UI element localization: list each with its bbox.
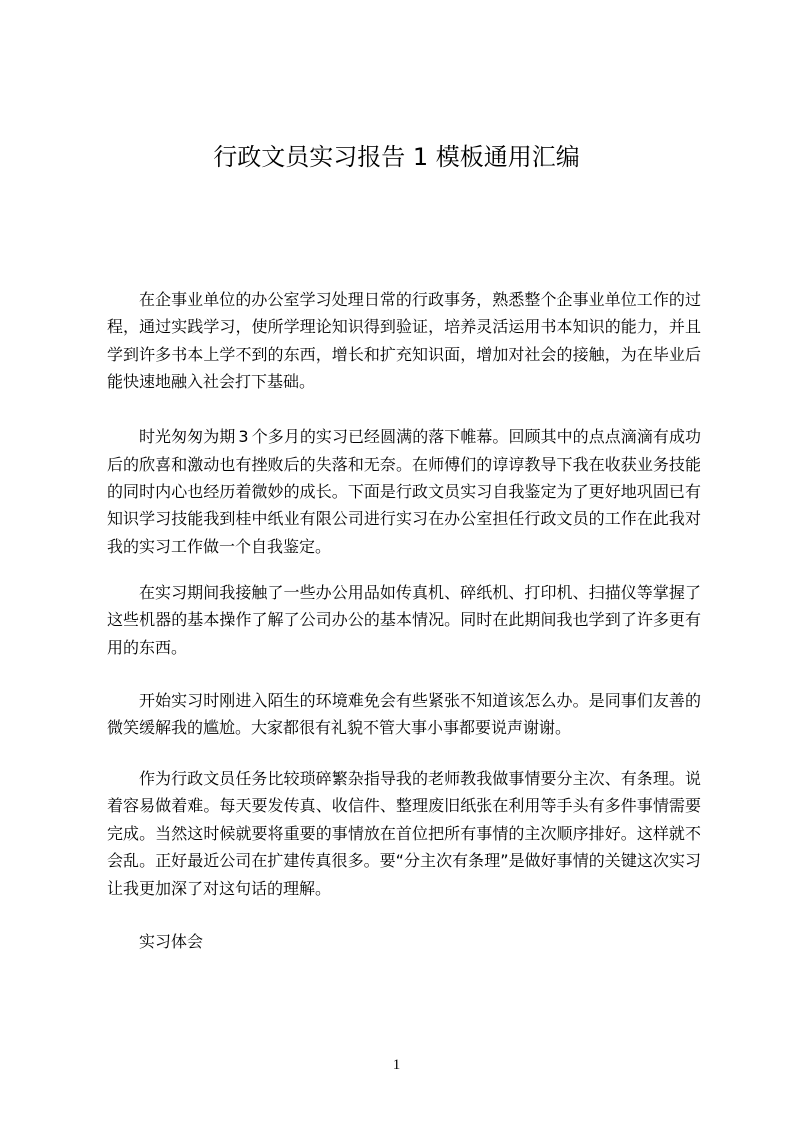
body-paragraph: 开始实习时刚进入陌生的环境难免会有些紧张不知道该怎么办。是同事们友善的微笑缓解我的尴尬。大家都很有礼貌不管大事小事都要说声谢谢。 [107,690,701,738]
body-paragraph: 在企事业单位的办公室学习处理日常的行政事务，熟悉整个企事业单位工作的过程，通过实践学习，使所学理论知识得到验证，培养灵活运用书本知识的能力，并且学到许多书本上学不到的东西，增长和扩充知识面，增加对社会的接触，为在毕业后能快速地融入社会打下基础。 [107,290,701,392]
document-body [107,286,701,955]
section-heading: 实习体会 [139,931,204,951]
document-title: 行政文员实习报告 1 模板通用汇编 [213,143,580,171]
body-paragraph: 在实习期间我接触了一些办公用品如传真机、碎纸机、打印机、扫描仪等掌握了这些机器的基本操作了解了公司办公的基本情况。同时在此期间我也学到了许多更有用的东西。 [107,582,701,657]
body-paragraph: 时光匆匆为期 3 个多月的实习已经圆满的落下帷幕。回顾其中的点点滴滴有成功后的欣喜和激动也有挫败后的失落和无奈。在师傅们的谆谆教导下我在收获业务技能的同时内心也经历着微妙的成长。下面是行政文员实习自我鉴定为了更好地巩固已有知识学习技能我到桂中纸业有限公司进行实习在办公室担任行政文员的工作在此我对我的实习工作做一个自我鉴定。 [107,427,701,556]
body-paragraph: 作为行政文员任务比较琐碎繁杂指导我的老师教我做事情要分主次、有条理。说着容易做着难。每天要发传真、收信件、整理废旧纸张在利用等手头有多件事情需要完成。当然这时候就要将重要的事情放在首位把所有事情的主次顺序排好。这样就不会乱。正好最近公司在扩建传真很多。要“分主次有条理”是做好事情的关键这次实习让我更加深了对这句话的理解。 [107,769,701,898]
page-number: 1 [392,1057,401,1073]
